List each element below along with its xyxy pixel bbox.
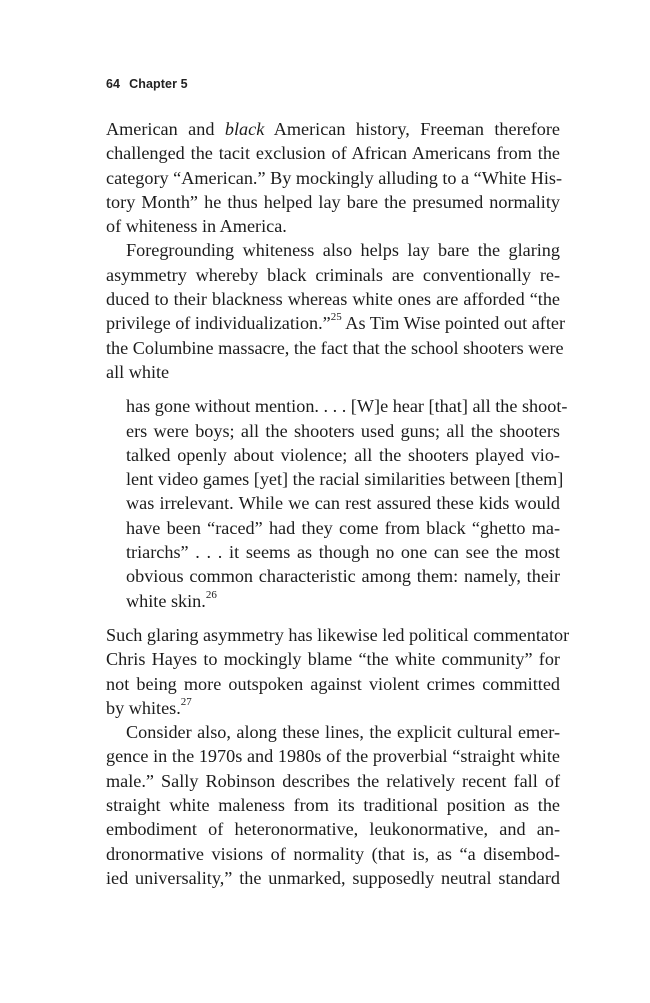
- paragraph-2: [106, 238, 566, 384]
- text-line: male.” Sally Robinson describes the relatively recent fall of: [106, 770, 560, 791]
- text-line: not being more outspoken against violent crimes committed: [106, 673, 560, 694]
- text-line: triarchs” . . . it seems as though no one can see the most: [126, 542, 560, 563]
- text-line: of whiteness in America.: [106, 216, 287, 237]
- text-line: have been “raced” had they come from black “ghetto ma-: [126, 517, 560, 538]
- paragraph-3: [106, 623, 570, 720]
- text-line: Chris Hayes to mockingly blame “the white community” for: [106, 649, 560, 670]
- footnote-ref-26: 26: [205, 588, 217, 601]
- text-line: Foregrounding whiteness also helps lay bare the glaring: [126, 240, 560, 261]
- running-head: [106, 77, 188, 91]
- text-line: obvious common characteristic among them: namely, their: [126, 566, 560, 587]
- text-line: lent video games [yet] the racial similarities between [them]: [126, 469, 564, 490]
- text-line: [106, 696, 560, 720]
- text-line: straight white maleness from its traditional position as the: [106, 795, 560, 816]
- text-line: duced to their blackness whereas white ones are afforded “the: [106, 289, 560, 310]
- footnote-ref-25: 25: [330, 311, 342, 324]
- text-line: dronormative visions of normality (that is, as “a disembod-: [106, 843, 560, 864]
- text-line: gence in the 1970s and 1980s of the proverbial “straight white: [106, 746, 560, 767]
- footnote-ref-27: 27: [180, 695, 192, 708]
- text-line: all white: [106, 361, 170, 382]
- text-line: [106, 311, 566, 335]
- text-run: white skin.: [126, 590, 206, 611]
- text-run: American history, Freeman therefore: [264, 119, 561, 139]
- paragraph-4: [106, 720, 560, 890]
- text-line: Such glaring asymmetry has likewise led political commentator: [106, 624, 570, 645]
- body-text: [106, 117, 570, 890]
- text-line: [106, 117, 560, 141]
- text-line: has gone without mention. . . . [W]e hear [that] all the shoot-: [126, 396, 568, 417]
- text-run: As Tim Wise pointed out after: [341, 313, 566, 334]
- text-run: by whites.: [106, 697, 181, 718]
- text-line: asymmetry whereby black criminals are conventionally re-: [106, 264, 560, 285]
- text-line: category “American.” By mockingly alluding to a “White His-: [106, 167, 563, 188]
- page-number: 64: [106, 77, 121, 91]
- text-line: embodiment of heteronormative, leukonormative, and an-: [106, 819, 560, 840]
- text-run: American and: [106, 119, 225, 139]
- emphasis-text: black: [224, 119, 265, 139]
- text-line: [126, 589, 560, 613]
- text-line: challenged the tacit exclusion of African Americans from the: [106, 143, 560, 164]
- text-run: privilege of individualization.”: [106, 313, 331, 334]
- text-line: ers were boys; all the shooters used guns; all the shooters: [126, 420, 560, 441]
- text-line: tory Month” he thus helped lay bare the presumed normality: [106, 191, 560, 212]
- text-line: talked openly about violence; all the shooters played vio-: [126, 444, 560, 465]
- text-line: the Columbine massacre, the fact that the school shooters were: [106, 337, 564, 358]
- text-line: Consider also, along these lines, the explicit cultural emer-: [126, 722, 560, 743]
- chapter-title: Chapter 5: [129, 77, 188, 91]
- paragraph-1: [106, 117, 563, 238]
- block-quote: [126, 394, 568, 613]
- text-line: ied universality,” the unmarked, supposedly neutral standard: [106, 867, 560, 888]
- text-line: was irrelevant. While we can rest assured these kids would: [126, 493, 560, 514]
